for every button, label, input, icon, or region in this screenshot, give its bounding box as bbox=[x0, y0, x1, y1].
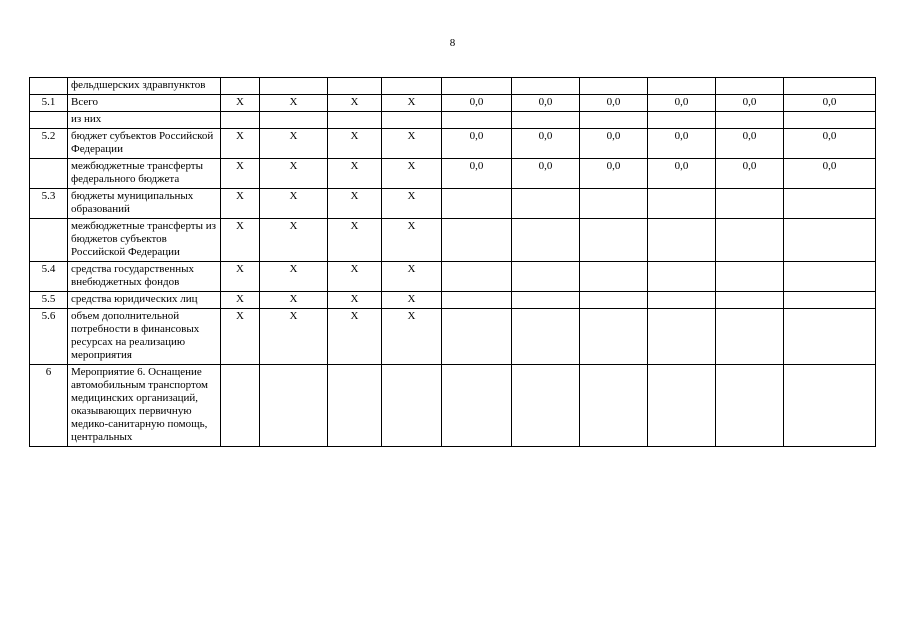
value-cell: 0,0 bbox=[442, 159, 512, 189]
mark-cell: X bbox=[328, 129, 382, 159]
row-number-cell: 5.5 bbox=[30, 292, 68, 309]
mark-cell: X bbox=[328, 219, 382, 262]
table-row bbox=[30, 189, 876, 219]
mark-cell: X bbox=[382, 309, 442, 365]
value-cell bbox=[442, 365, 512, 447]
mark-cell: X bbox=[221, 95, 260, 112]
value-cell bbox=[580, 292, 648, 309]
table-row bbox=[30, 129, 876, 159]
mark-cell: X bbox=[221, 189, 260, 219]
value-cell bbox=[648, 365, 716, 447]
value-cell bbox=[580, 219, 648, 262]
mark-cell: X bbox=[221, 309, 260, 365]
table-row bbox=[30, 219, 876, 262]
row-description-cell: объем дополнительной потребности в финансовых ресурсах на реализацию мероприятия bbox=[68, 309, 221, 365]
mark-cell: X bbox=[221, 129, 260, 159]
value-cell bbox=[512, 262, 580, 292]
value-cell bbox=[580, 112, 648, 129]
row-number-cell: 5.6 bbox=[30, 309, 68, 365]
value-cell: 0,0 bbox=[648, 159, 716, 189]
value-cell: 0,0 bbox=[512, 95, 580, 112]
table-row bbox=[30, 95, 876, 112]
value-cell bbox=[442, 78, 512, 95]
mark-cell: X bbox=[260, 159, 328, 189]
value-cell bbox=[580, 78, 648, 95]
row-number-cell bbox=[30, 112, 68, 129]
value-cell bbox=[784, 309, 876, 365]
value-cell bbox=[580, 309, 648, 365]
row-number-cell: 5.4 bbox=[30, 262, 68, 292]
table-row bbox=[30, 292, 876, 309]
value-cell: 0,0 bbox=[580, 95, 648, 112]
row-description-cell: бюджеты муниципальных образований bbox=[68, 189, 221, 219]
row-description-cell: средства государственных внебюджетных фондов bbox=[68, 262, 221, 292]
value-cell bbox=[648, 219, 716, 262]
value-cell: 0,0 bbox=[512, 159, 580, 189]
value-cell bbox=[784, 365, 876, 447]
value-cell bbox=[442, 292, 512, 309]
mark-cell: X bbox=[328, 189, 382, 219]
page-number: 8 bbox=[449, 37, 456, 49]
mark-cell: X bbox=[382, 219, 442, 262]
value-cell: 0,0 bbox=[716, 129, 784, 159]
value-cell: 0,0 bbox=[784, 159, 876, 189]
row-description-cell: Мероприятие 6. Оснащение автомобильным транспортом медицинских организаций, оказывающих первичную медико-санитарную помощь, центральных bbox=[68, 365, 221, 447]
value-cell: 0,0 bbox=[580, 159, 648, 189]
value-cell: 0,0 bbox=[648, 129, 716, 159]
value-cell bbox=[784, 189, 876, 219]
value-cell bbox=[648, 309, 716, 365]
value-cell bbox=[716, 365, 784, 447]
mark-cell: X bbox=[260, 189, 328, 219]
mark-cell bbox=[328, 112, 382, 129]
mark-cell: X bbox=[328, 292, 382, 309]
value-cell: 0,0 bbox=[784, 95, 876, 112]
value-cell bbox=[648, 262, 716, 292]
mark-cell: X bbox=[382, 159, 442, 189]
mark-cell: X bbox=[260, 129, 328, 159]
mark-cell bbox=[382, 78, 442, 95]
row-description-cell: средства юридических лиц bbox=[68, 292, 221, 309]
mark-cell: X bbox=[260, 262, 328, 292]
table-row bbox=[30, 365, 876, 447]
budget-table bbox=[29, 77, 876, 447]
value-cell bbox=[580, 189, 648, 219]
value-cell: 0,0 bbox=[512, 129, 580, 159]
row-number-cell: 5.3 bbox=[30, 189, 68, 219]
mark-cell: X bbox=[260, 95, 328, 112]
value-cell bbox=[580, 262, 648, 292]
mark-cell: X bbox=[221, 159, 260, 189]
row-description-cell: бюджет субъектов Российской Федерации bbox=[68, 129, 221, 159]
value-cell: 0,0 bbox=[442, 95, 512, 112]
value-cell bbox=[442, 219, 512, 262]
mark-cell bbox=[328, 365, 382, 447]
value-cell bbox=[716, 292, 784, 309]
mark-cell bbox=[260, 78, 328, 95]
row-description-cell: межбюджетные трансферты федерального бюджета bbox=[68, 159, 221, 189]
value-cell bbox=[716, 262, 784, 292]
value-cell bbox=[512, 292, 580, 309]
row-description-cell: межбюджетные трансферты из бюджетов субъектов Российской Федерации bbox=[68, 219, 221, 262]
mark-cell bbox=[260, 365, 328, 447]
mark-cell: X bbox=[328, 95, 382, 112]
mark-cell: X bbox=[221, 262, 260, 292]
value-cell bbox=[716, 78, 784, 95]
mark-cell bbox=[382, 365, 442, 447]
row-description-cell: Всего bbox=[68, 95, 221, 112]
value-cell bbox=[648, 78, 716, 95]
mark-cell bbox=[221, 365, 260, 447]
mark-cell: X bbox=[260, 219, 328, 262]
value-cell: 0,0 bbox=[580, 129, 648, 159]
value-cell bbox=[442, 189, 512, 219]
value-cell bbox=[716, 189, 784, 219]
mark-cell bbox=[328, 78, 382, 95]
mark-cell: X bbox=[328, 262, 382, 292]
mark-cell: X bbox=[328, 159, 382, 189]
value-cell bbox=[512, 365, 580, 447]
value-cell bbox=[648, 292, 716, 309]
row-number-cell bbox=[30, 78, 68, 95]
value-cell bbox=[784, 292, 876, 309]
value-cell bbox=[442, 262, 512, 292]
table-row bbox=[30, 262, 876, 292]
value-cell: 0,0 bbox=[442, 129, 512, 159]
value-cell bbox=[442, 112, 512, 129]
mark-cell: X bbox=[221, 292, 260, 309]
row-number-cell bbox=[30, 159, 68, 189]
mark-cell: X bbox=[221, 219, 260, 262]
value-cell: 0,0 bbox=[784, 129, 876, 159]
value-cell bbox=[784, 262, 876, 292]
mark-cell: X bbox=[382, 262, 442, 292]
value-cell bbox=[648, 112, 716, 129]
mark-cell bbox=[221, 78, 260, 95]
value-cell bbox=[580, 365, 648, 447]
value-cell bbox=[784, 112, 876, 129]
value-cell bbox=[784, 219, 876, 262]
mark-cell: X bbox=[328, 309, 382, 365]
value-cell bbox=[512, 78, 580, 95]
table-row bbox=[30, 78, 876, 95]
mark-cell: X bbox=[260, 309, 328, 365]
value-cell: 0,0 bbox=[716, 159, 784, 189]
value-cell bbox=[648, 189, 716, 219]
mark-cell: X bbox=[382, 129, 442, 159]
row-description-cell: из них bbox=[68, 112, 221, 129]
row-number-cell: 5.2 bbox=[30, 129, 68, 159]
value-cell bbox=[512, 219, 580, 262]
value-cell bbox=[512, 112, 580, 129]
mark-cell: X bbox=[260, 292, 328, 309]
value-cell: 0,0 bbox=[648, 95, 716, 112]
value-cell bbox=[716, 219, 784, 262]
mark-cell bbox=[260, 112, 328, 129]
value-cell bbox=[512, 189, 580, 219]
mark-cell: X bbox=[382, 292, 442, 309]
table-row bbox=[30, 112, 876, 129]
value-cell bbox=[784, 78, 876, 95]
table-body bbox=[30, 78, 876, 447]
row-number-cell: 6 bbox=[30, 365, 68, 447]
mark-cell bbox=[221, 112, 260, 129]
row-number-cell: 5.1 bbox=[30, 95, 68, 112]
table-row bbox=[30, 309, 876, 365]
mark-cell: X bbox=[382, 189, 442, 219]
value-cell bbox=[716, 309, 784, 365]
mark-cell: X bbox=[382, 95, 442, 112]
row-number-cell bbox=[30, 219, 68, 262]
row-description-cell: фельдшерских здравпунктов bbox=[68, 78, 221, 95]
value-cell bbox=[442, 309, 512, 365]
mark-cell bbox=[382, 112, 442, 129]
table-row bbox=[30, 159, 876, 189]
value-cell bbox=[716, 112, 784, 129]
value-cell: 0,0 bbox=[716, 95, 784, 112]
value-cell bbox=[512, 309, 580, 365]
